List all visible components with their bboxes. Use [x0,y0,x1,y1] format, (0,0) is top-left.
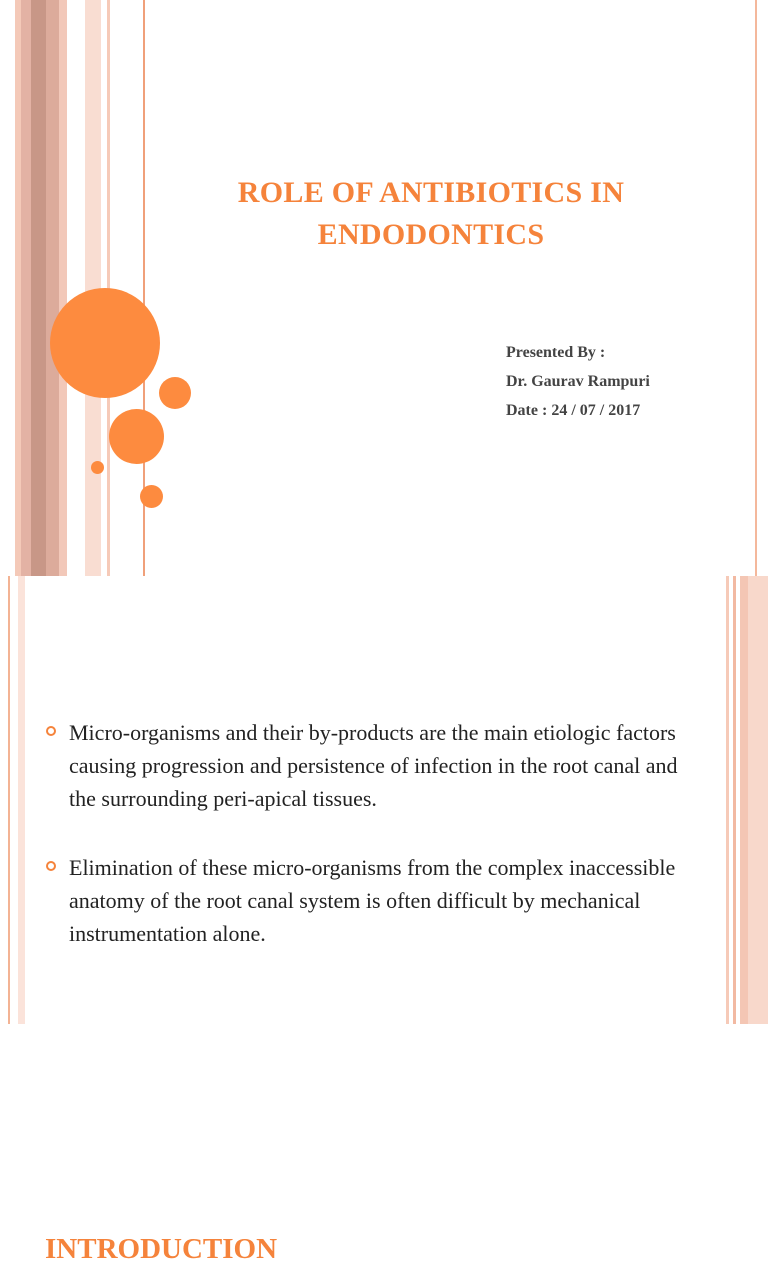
decorative-stripe [59,0,67,576]
decorative-stripe [46,0,59,576]
decorative-circle-small [91,461,104,474]
bullet-text: Elimination of these micro-organisms from the complex inaccessible anatomy of the root canal system is often difficult by mechanical instrumentation alone. [69,855,676,946]
decorative-circle-large [50,288,160,398]
slide-title [200,172,662,256]
section-heading: INTRODUCTION [45,1233,278,1265]
decorative-stripe [740,576,748,1024]
decorative-stripe [18,576,25,1024]
circle-bullet-icon [46,726,56,736]
presented-by-label: Presented By : [506,344,606,361]
decorative-circle [159,377,191,409]
slide-title-line: ENDODONTICS [317,218,545,251]
title-slide [0,0,768,576]
decorative-stripe [733,576,736,1024]
decorative-stripe [8,576,10,1024]
bullet-item [45,716,705,815]
bullet-item [45,851,705,950]
decorative-stripe [755,0,757,576]
presenter-info [506,338,650,425]
decorative-circle [140,485,163,508]
decorative-stripe [21,0,31,576]
bullet-list [45,716,705,986]
decorative-stripe [726,576,729,1024]
presentation-date: Date : 24 / 07 / 2017 [506,402,641,419]
bullet-text: Micro-organisms and their by-products are the main etiologic factors causing progression and persistence of infection in the root canal and the surrounding peri-apical tissues. [69,720,678,811]
presenter-name: Dr. Gaurav Rampuri [506,373,650,390]
decorative-stripe [31,0,46,576]
decorative-circle [109,409,164,464]
decorative-stripe [748,576,768,1024]
slide-title-line: ROLE OF ANTIBIOTICS IN [237,176,625,209]
circle-bullet-icon [46,861,56,871]
